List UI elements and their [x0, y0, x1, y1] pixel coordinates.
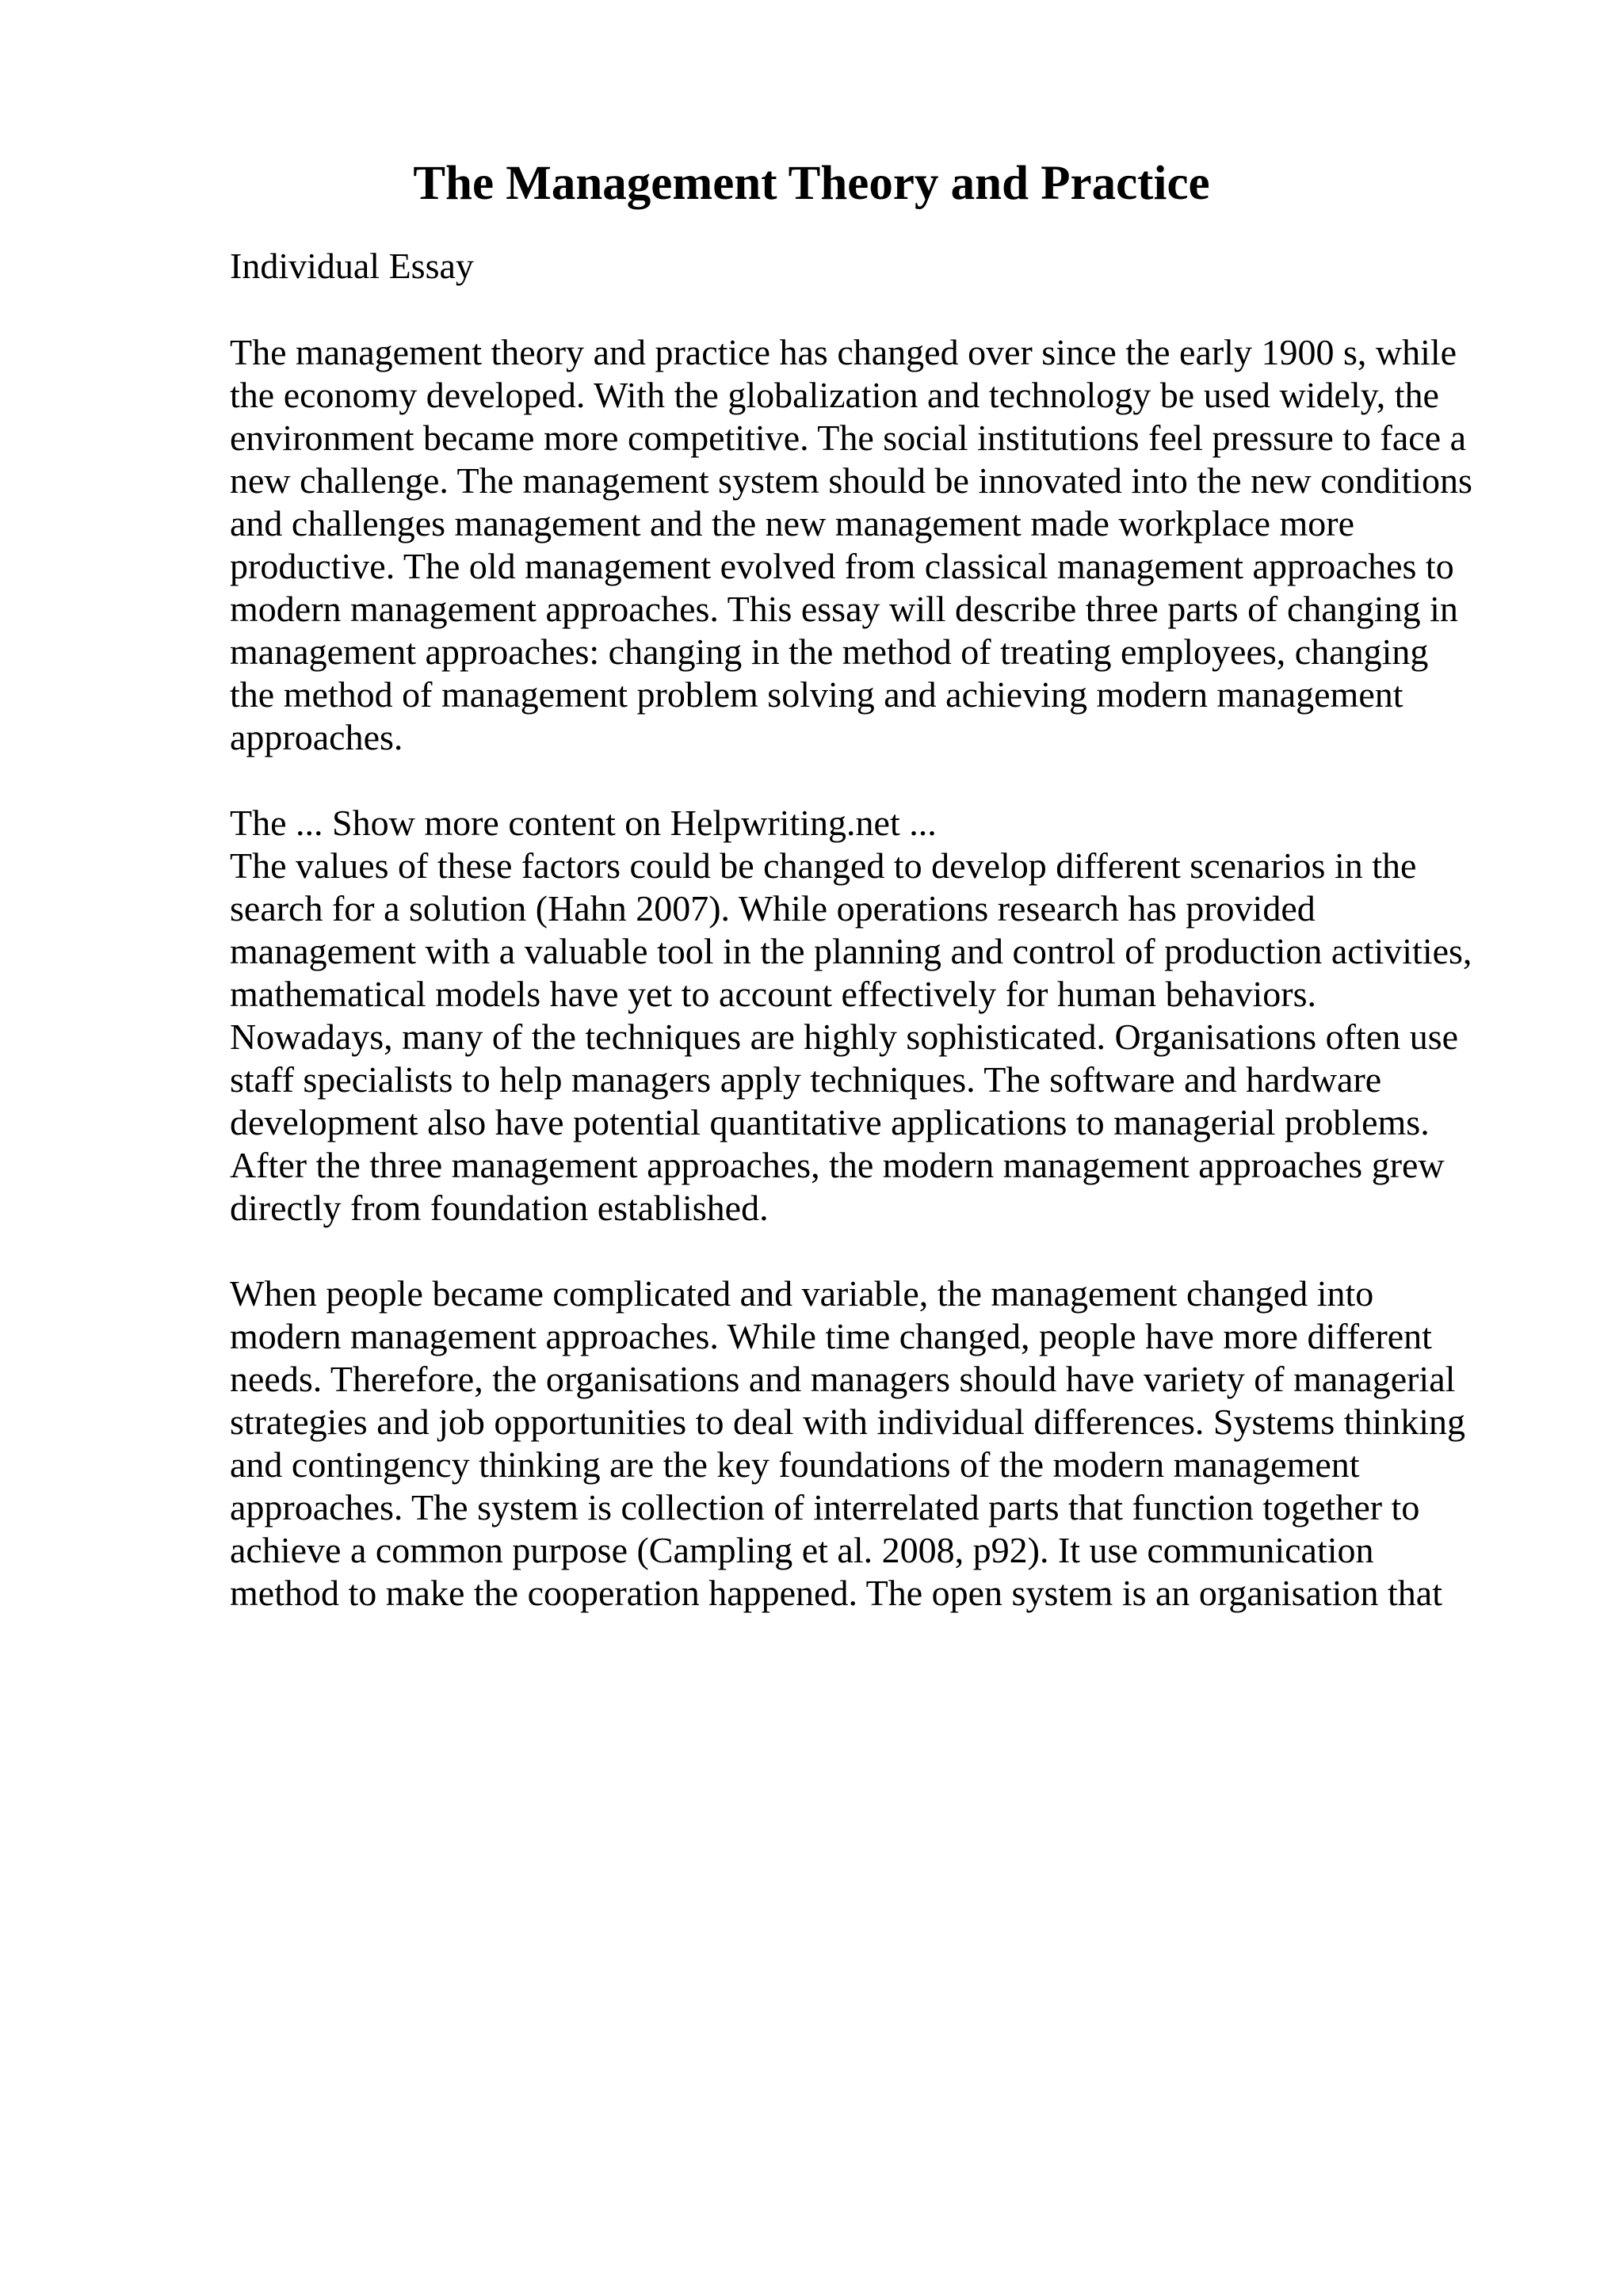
text-line: management with a valuable tool in the planning and control of production activities,	[230, 931, 1472, 971]
paragraph-1	[230, 331, 1472, 759]
text-line: and challenges management and the new management made workplace more	[230, 503, 1355, 543]
text-line: and contingency thinking are the key foundations of the modern management	[230, 1444, 1360, 1485]
document-title: The Management Theory and Practice	[413, 157, 1210, 210]
text-line: management approaches: changing in the method of treating employees, changing	[230, 631, 1429, 672]
document-subtitle: Individual Essay	[230, 246, 474, 286]
text-line: The ... Show more content on Helpwriting.net ...	[230, 803, 937, 843]
text-line: mathematical models have yet to account effectively for human behaviors.	[230, 974, 1316, 1014]
text-line: modern management approaches. While time changed, people have more different	[230, 1316, 1432, 1356]
text-line: development also have potential quantitative applications to managerial problems.	[230, 1102, 1430, 1142]
text-line: The values of these factors could be changed to develop different scenarios in the	[230, 845, 1417, 886]
text-line: needs. Therefore, the organisations and managers should have variety of managerial	[230, 1359, 1456, 1399]
paragraph-2	[230, 802, 1472, 1230]
text-line: modern management approaches. This essay will describe three parts of changing in	[230, 589, 1458, 629]
text-line: strategies and job opportunities to deal with individual differences. Systems thinking	[230, 1402, 1466, 1442]
text-line: staff specialists to help managers apply techniques. The software and hardware	[230, 1059, 1382, 1100]
text-line: method to make the cooperation happened. The open system is an organisation that	[230, 1573, 1442, 1613]
text-line: environment became more competitive. The social institutions feel pressure to face a	[230, 418, 1467, 458]
text-line: approaches.	[230, 717, 403, 757]
text-line: search for a solution (Hahn 2007). While operations research has provided	[230, 888, 1316, 929]
text-line: approaches. The system is collection of interrelated parts that function together to	[230, 1487, 1420, 1527]
text-line: productive. The old management evolved from classical management approaches to	[230, 546, 1454, 586]
text-line: When people became complicated and variable, the management changed into	[230, 1273, 1374, 1314]
text-line: new challenge. The management system should be innovated into the new conditions	[230, 460, 1472, 501]
text-line: achieve a common purpose (Campling et al. 2008, p92). It use communication	[230, 1530, 1374, 1570]
text-line: The management theory and practice has changed over since the early 1900 s, while	[230, 332, 1457, 372]
text-line: After the three management approaches, the modern management approaches grew	[230, 1145, 1445, 1185]
paragraph-3	[230, 1272, 1465, 1615]
text-line: the method of management problem solving and achieving modern management	[230, 674, 1403, 715]
text-line: Nowadays, many of the techniques are highly sophisticated. Organisations often use	[230, 1016, 1459, 1057]
text-line: the economy developed. With the globalization and technology be used widely, the	[230, 375, 1439, 415]
text-line: directly from foundation established.	[230, 1188, 769, 1228]
